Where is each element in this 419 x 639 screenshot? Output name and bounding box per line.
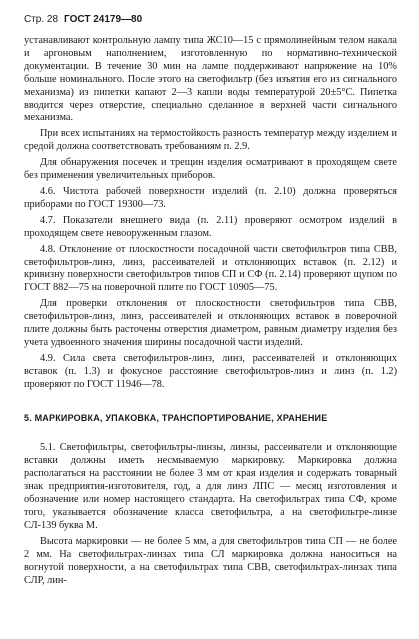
paragraph: Для обнаружения посечек и трещин изделия осматривают в проходящем свете без применения увеличительных приборов. [24, 157, 397, 182]
paragraph: устанавливают контрольную лампу типа ЖС10—15 с прямолинейным телом накала и аргоновым наполнением, изготовленную по нормативно-технической документации. В течение 30 мин на лампе поддерживают напряжение на 10% больше номинального. После этого на светофильтр (без изъятия его из сигнального механизма) из пипетки капают 2—3 капли воды температурой 20±5°С. Пипетка вводится через отверстие, специально сделанное в верхней части сигнального механизма. [24, 35, 397, 124]
section-title: 5. МАРКИРОВКА, УПАКОВКА, ТРАНСПОРТИРОВАНИЕ, ХРАНЕНИЕ [24, 412, 328, 423]
paragraph: 4.8. Отклонение от плоскостности посадочной части светофильтров типа СВВ, светофильтров-линз, линз, рассеивателей и отклоняющих вставок (п. 2.12) и кривизну поверхности светофильтров типов СП и СФ (п. 2.14) проверяют щупом по ГОСТ 882—75 на поверочной плите по ГОСТ 10905—75. [24, 243, 397, 294]
paragraph: При всех испытаниях на термостойкость разность температур между изделием и средой должна соответствовать требованиям п. 2.9. [24, 128, 397, 153]
standard-number: ГОСТ 24179—80 [64, 14, 143, 25]
page-number: Стр. 28 [24, 14, 59, 25]
page-header [24, 14, 397, 25]
paragraph: 5.1. Светофильтры, светофильтры-линзы, линзы, рассеиватели и отклоняющие вставки должны иметь несмываемую маркировку. Маркировка должна располагаться на расстоянии не более 3 мм от края изделия и содержать товарный знак предприятия-изготовителя, год, а для линз ЛПС — месяц изготовления и обозначение или номер настоящего стандарта. На светофильтрах типа СФ, кроме того, указывается обозначение класса светофильтра, а на светофильтре-линзе СЛ-139 буква М. [24, 442, 397, 531]
paragraph: 4.7. Показатели внешнего вида (п. 2.11) проверяют осмотром изделий в проходящем свете невооруженным глазом. [24, 214, 397, 239]
paragraph: Для проверки отклонения от плоскостности светофильтров типа СВВ, светофильтров-линз, линз, рассеивателей и отклоняющих вставок в поверочной плите должны быть расточены отверстия диаметром, равным диаметру изделия без учета удвоенного значения ширины посадочной части изделий. [24, 298, 397, 348]
body-text [24, 35, 397, 587]
paragraph: Высота маркировки — не более 5 мм, а для светофильтров типа СП — не более 2 мм. На светофильтрах-линзах типа СЛ маркировка должна наноситься на вогнутой поверхности, а на светофильтрах типа СВВ, светофильтрах-линзах типа СЛР, лин- [24, 535, 397, 586]
paragraph: 4.6. Чистота рабочей поверхности изделий (п. 2.10) должна проверяться приборами по ГОСТ 19300—73. [24, 185, 397, 210]
paragraph: 4.9. Сила света светофильтров-линз, линз, рассеивателей и отклоняющих вставок (п. 1.3) и фокусное расстояние светофильтров-линз и линз (п. 1.2) проверяют по ГОСТ 11946—78. [24, 352, 397, 390]
